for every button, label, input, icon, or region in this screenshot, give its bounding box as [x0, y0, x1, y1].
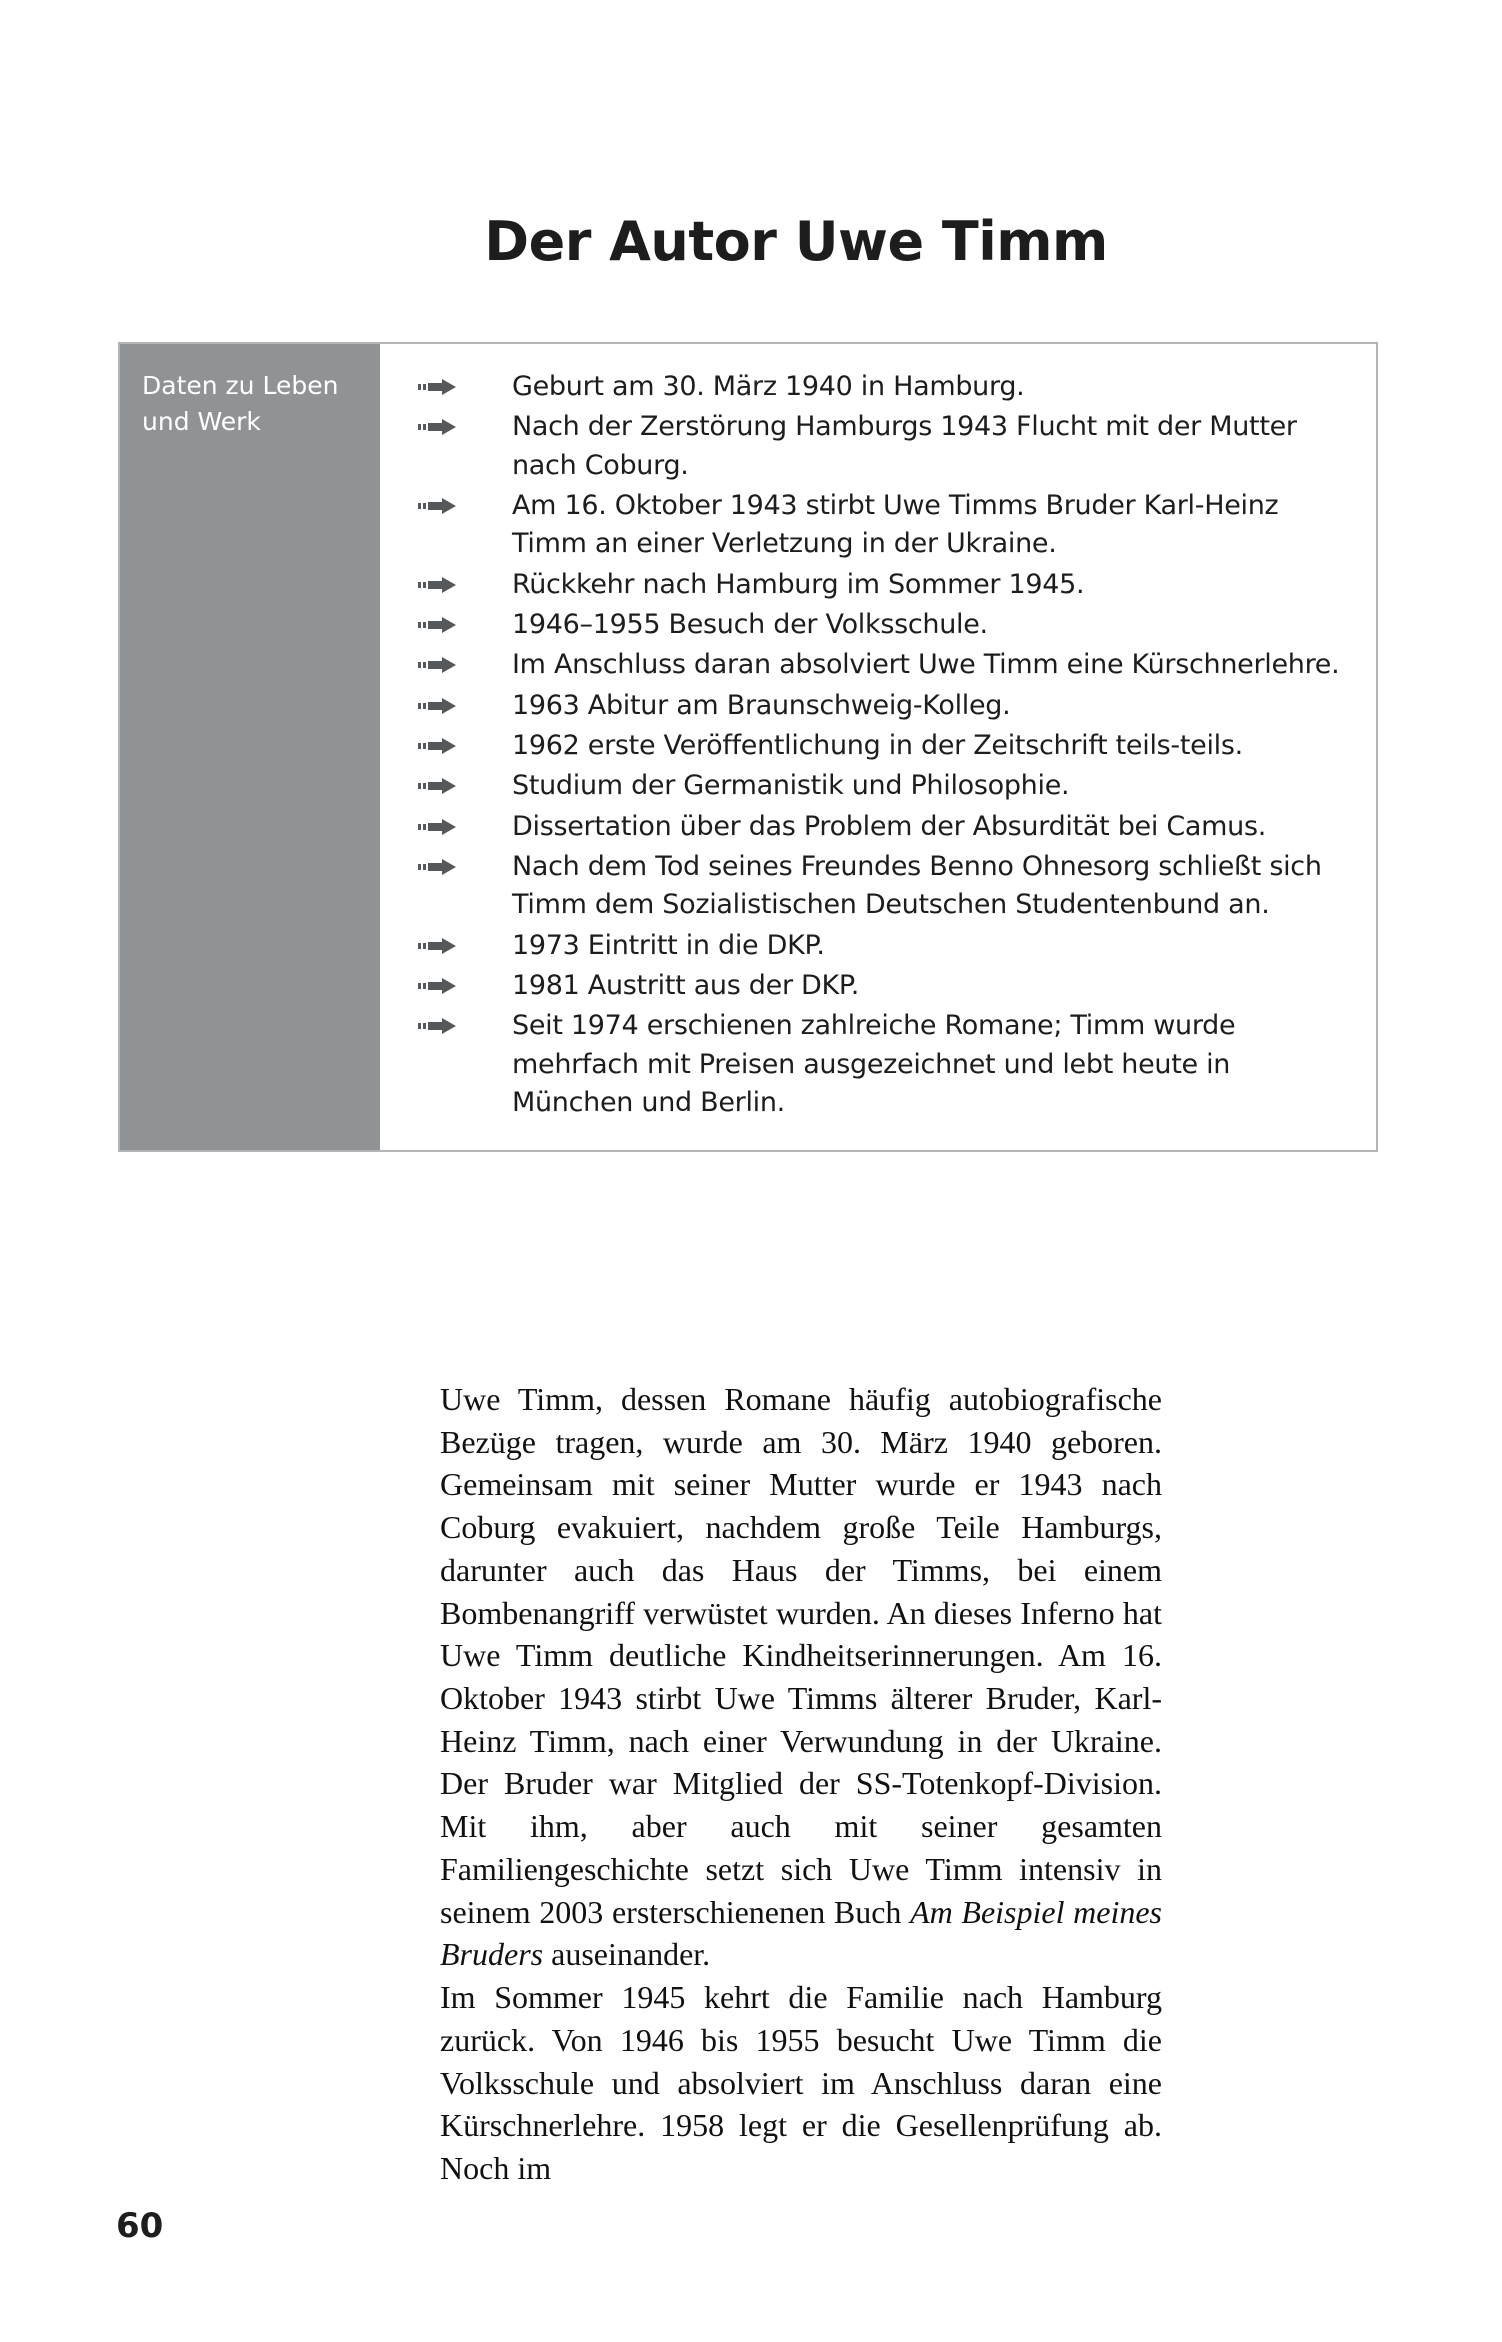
arrow-right-icon — [418, 497, 460, 515]
info-box-sidebar-label: Daten zu Leben und Werk — [142, 371, 339, 436]
page-number: 60 — [116, 2206, 164, 2246]
list-item — [406, 487, 1350, 564]
list-item-text: 1963 Abitur am Braunschweig-Kolleg. — [512, 689, 1011, 721]
list-item-text: Geburt am 30. März 1940 in Hamburg. — [512, 371, 1025, 402]
list-item-text: 1973 Eintritt in die DKP. — [512, 929, 825, 961]
arrow-right-icon — [418, 937, 460, 955]
arrow-right-icon — [418, 378, 460, 396]
arrow-right-icon — [418, 777, 460, 795]
body-paragraph-1-text-b: auseinander. — [543, 1936, 711, 1973]
fact-list — [406, 368, 1350, 1122]
list-item-text: Nach dem Tod seines Freundes Benno Ohnesorg schließt sich Timm dem Sozialistischen Deutschen Studentenbund an. — [512, 850, 1322, 921]
list-item — [406, 687, 1350, 725]
body-paragraph-1 — [440, 1378, 1162, 1976]
book-title-italic: Am Beispiel meines Bruders — [440, 1893, 1163, 1973]
list-item — [406, 848, 1350, 925]
list-item-text: Im Anschluss daran absolviert Uwe Timm eine Kürschnerlehre. — [512, 649, 1340, 681]
list-item-text: Seit 1974 erschienen zahlreiche Romane; Timm wurde mehrfach mit Preisen ausgezeichnet und lebt heute in München und Berlin. — [512, 1010, 1236, 1118]
list-item-text: Am 16. Oktober 1943 stirbt Uwe Timms Bruder Karl-Heinz Timm an einer Verletzung in der Ukraine. — [512, 489, 1279, 560]
list-item — [406, 606, 1350, 644]
arrow-right-icon — [418, 616, 460, 634]
body-paragraph-2: Im Sommer 1945 kehrt die Familie nach Hamburg zurück. Von 1946 bis 1955 besucht Uwe Timm die Volksschule und absolviert im Anschluss daran eine Kürschnerlehre. 1958 legt er die Gesellenprüfung ab. Noch im — [440, 1979, 1162, 2186]
list-item-text: 1981 Austritt aus der DKP. — [512, 969, 859, 1001]
arrow-right-icon — [418, 418, 460, 436]
info-box-body — [380, 344, 1376, 1150]
list-item — [406, 408, 1350, 485]
list-item — [406, 566, 1350, 604]
body-paragraph-1-text-a: Uwe Timm, dessen Romane häufig autobiografische Bezüge tragen, wurde am 30. März 1940 geboren. Gemeinsam mit seiner Mutter wurde er 1943 nach Coburg evakuiert, nachdem große Teile Hamburgs, darunter auch das Haus der Timms, bei einem Bombenangriff verwüstet wurden. An dieses Inferno hat Uwe Timm deutliche Kindheitserinnerungen. Am 16. Oktober 1943 stirbt Uwe Timms älterer Bruder, Karl-Heinz Timm, nach einer Verwundung in der Ukraine. Der Bruder war Mitglied der SS-Totenkopf-Division. Mit ihm, aber auch mit seiner gesamten Familiengeschichte setzt sich Uwe Timm intensiv in seinem 2003 ersterschienenen Buch — [440, 1381, 1162, 1930]
arrow-right-icon — [418, 737, 460, 755]
list-item — [406, 767, 1350, 805]
list-item-text: Rückkehr nach Hamburg im Sommer 1945. — [512, 568, 1085, 600]
arrow-right-icon — [418, 1017, 460, 1035]
list-item-text: 1946–1955 Besuch der Volksschule. — [512, 608, 988, 640]
list-item-text: Dissertation über das Problem der Absurdität bei Camus. — [512, 810, 1267, 842]
list-item — [406, 808, 1350, 846]
info-box — [118, 342, 1378, 1152]
body-copy — [440, 1378, 1162, 2190]
arrow-right-icon — [418, 858, 460, 876]
list-item-text: Studium der Germanistik und Philosophie. — [512, 770, 1070, 802]
list-item — [406, 727, 1350, 765]
arrow-right-icon — [418, 656, 460, 674]
info-box-sidebar — [120, 344, 380, 1150]
arrow-right-icon — [418, 818, 460, 836]
arrow-right-icon — [418, 576, 460, 594]
list-item-text: 1962 erste Veröffentlichung in der Zeitschrift teils-teils. — [512, 729, 1243, 761]
list-item — [406, 967, 1350, 1005]
arrow-right-icon — [418, 697, 460, 715]
list-item — [406, 1007, 1350, 1122]
list-item — [406, 927, 1350, 965]
page-title: Der Autor Uwe Timm — [484, 210, 1108, 274]
list-item — [406, 368, 1350, 406]
list-item — [406, 646, 1350, 684]
arrow-right-icon — [418, 977, 460, 995]
list-item-text: Nach der Zerstörung Hamburgs 1943 Flucht mit der Mutter nach Coburg. — [512, 411, 1297, 481]
